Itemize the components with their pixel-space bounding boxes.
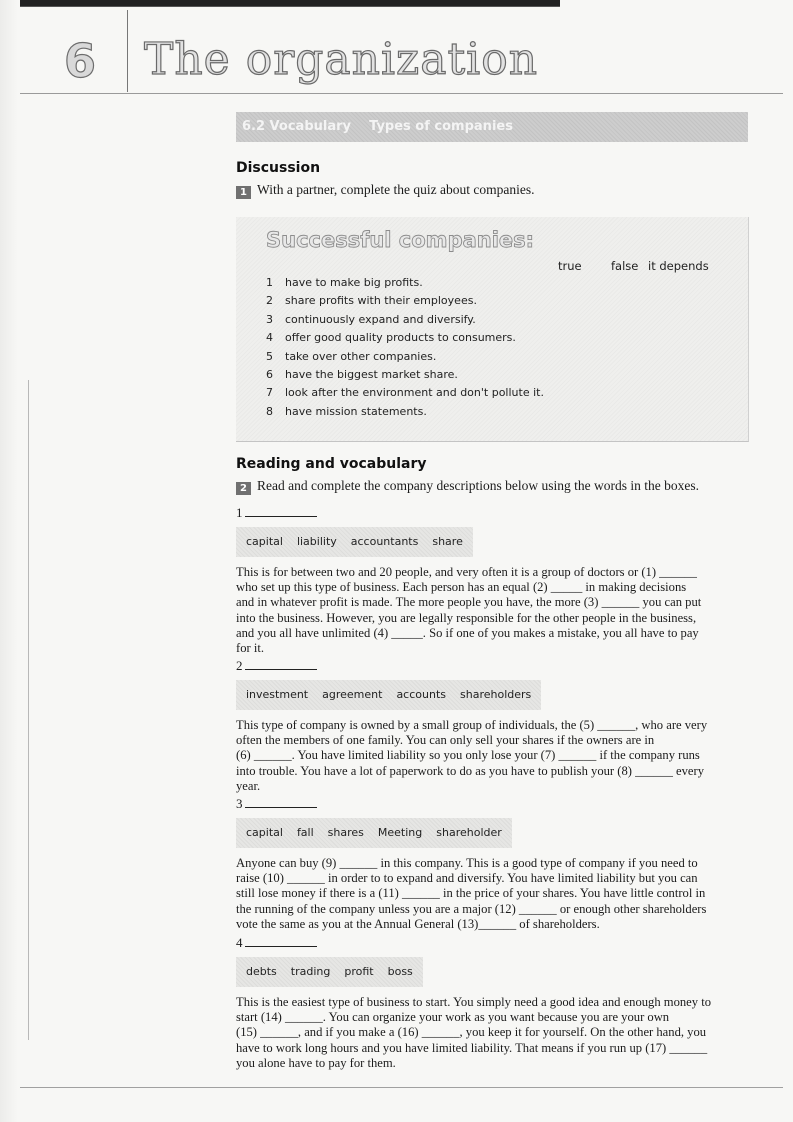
word-box-item: agreement <box>322 688 383 701</box>
header-bottom-rule <box>20 93 783 94</box>
footer-rule <box>20 1087 783 1088</box>
quiz-column-true: true <box>558 259 582 273</box>
word-box-item: shareholder <box>436 826 502 839</box>
quiz-item-text: take over other companies. <box>285 349 437 363</box>
discussion-instruction-text: With a partner, complete the quiz about companies. <box>257 182 535 197</box>
binding-line <box>28 380 29 1040</box>
header-top-rule-thin <box>20 6 560 7</box>
page-edge-shadow <box>0 0 18 1122</box>
quiz-item <box>266 386 544 404</box>
quiz-item-text: have to make big profits. <box>285 276 423 289</box>
text-line: This is for between two and 20 people, and very often it is a group of doctors or (1) ______ <box>236 565 697 579</box>
discussion-instruction <box>236 182 534 199</box>
text-line: into the business. However, you are legally responsible for the other people in the business, <box>236 610 697 625</box>
quiz-item <box>266 313 544 331</box>
text-line: have to work long hours and you have limited liability. That means if you run up (17) ______ <box>236 1040 708 1055</box>
text-line: for it. <box>236 641 264 656</box>
discussion-heading: Discussion <box>236 160 321 176</box>
quiz-item-text: have the biggest market share. <box>285 367 458 381</box>
company-type-blank[interactable] <box>245 659 317 670</box>
text-line: year. <box>236 778 261 793</box>
word-box-item: capital <box>246 826 283 839</box>
text-line: you alone have to pay for them. <box>236 1055 396 1070</box>
description-2-number <box>236 658 317 674</box>
text-line: who set up this type of business. Each person has an equal (2) _____ in making decisions <box>236 580 687 595</box>
word-box-item: accountants <box>350 535 419 548</box>
quiz-item-text: share profits with their employees. <box>285 294 477 308</box>
text-line: the running of the company unless you are a major (12) ______ or enough other shareholders <box>236 901 707 916</box>
text-line: Anyone can buy (9) ______ in this company. This is a good type of company if you need to <box>236 856 698 870</box>
text-line: This is the easiest type of business to start. You simply need a good idea and enough money to <box>236 995 712 1009</box>
section-banner-text <box>242 119 513 134</box>
quiz-item <box>266 331 544 349</box>
quiz-item-number: 4 <box>266 331 273 345</box>
reading-instruction-text: Read and complete the company descriptions below using the words in the boxes. <box>257 478 700 493</box>
text-line: start (14) ______. You can organize your work as you want because you are your own <box>236 1010 670 1025</box>
description-2-text <box>236 718 748 794</box>
quiz-item <box>266 294 544 312</box>
word-box-item: debts <box>246 965 277 978</box>
quiz-item-number: 5 <box>266 349 273 363</box>
text-line: vote the same as you at the Annual General (13)______ of shareholders. <box>236 916 600 931</box>
word-box-item: liability <box>296 535 337 548</box>
text-line: raise (10) ______ in order to to expand and diversify. You have limited liability but you can <box>236 871 698 886</box>
description-1-number <box>236 505 317 521</box>
company-type-blank[interactable] <box>245 797 317 808</box>
quiz-item-text: continuously expand and diversify. <box>285 312 476 326</box>
word-box-item: boss <box>387 965 413 978</box>
description-number: 1 <box>236 505 243 520</box>
quiz-item-number: 3 <box>266 312 273 326</box>
description-4-text <box>236 995 748 1071</box>
section-separator <box>356 119 365 134</box>
quiz-title: Successful companies: <box>266 228 535 252</box>
word-box-item: trading <box>290 965 331 978</box>
quiz-item-number: 1 <box>266 276 273 289</box>
quiz-column-it-depends: it depends <box>648 259 709 273</box>
quiz-item-number: 8 <box>266 404 273 418</box>
chapter-divider <box>127 10 128 92</box>
chapter-number: 6 <box>64 34 97 88</box>
word-box-3 <box>236 818 512 848</box>
description-4-number <box>236 935 317 951</box>
company-type-blank[interactable] <box>245 506 317 517</box>
quiz-item-text: have mission statements. <box>285 404 427 418</box>
section-code: 6.2 Vocabulary <box>242 119 351 134</box>
text-line: and you all have unlimited (4) _____. So if one of you makes a mistake, you all have to pay <box>236 625 699 640</box>
description-number: 4 <box>236 935 243 950</box>
exercise-number-badge: 1 <box>236 186 251 199</box>
word-box-item: investment <box>246 688 309 701</box>
word-box-item: accounts <box>396 688 446 701</box>
word-box-item: capital <box>246 535 283 548</box>
text-line: (6) ______. You have limited liability so you only lose your (7) ______ if the company runs <box>236 748 700 763</box>
quiz-item-number: 2 <box>266 294 273 308</box>
description-number: 2 <box>236 658 243 673</box>
quiz-item-number: 7 <box>266 386 273 400</box>
quiz-item-text: look after the environment and don't pollute it. <box>285 386 544 400</box>
text-line: and in whatever profit is made. The more people you have, the more (3) ______ you can put <box>236 595 702 610</box>
exercise-number-badge: 2 <box>236 482 251 495</box>
quiz-column-false: false <box>611 259 639 273</box>
reading-instruction <box>236 478 699 495</box>
quiz-item <box>266 405 544 423</box>
word-box-1 <box>236 527 473 557</box>
word-box-item: share <box>432 535 463 548</box>
word-box-item: Meeting <box>377 826 423 839</box>
text-line: (15) ______, and if you make a (16) ______, you keep it for yourself. On the other hand, you <box>236 1025 707 1040</box>
word-box-4 <box>236 957 423 987</box>
quiz-list <box>266 276 544 423</box>
description-3-number <box>236 796 317 812</box>
quiz-item-number: 6 <box>266 367 273 381</box>
quiz-item-text: offer good quality products to consumers. <box>285 331 516 345</box>
section-title: Types of companies <box>369 119 513 134</box>
word-box-item: shares <box>327 826 364 839</box>
company-type-blank[interactable] <box>245 936 317 947</box>
text-line: often the members of one family. You can only sell your shares if the owners are in <box>236 733 655 748</box>
description-1-text <box>236 565 748 656</box>
quiz-item <box>266 276 544 294</box>
quiz-item <box>266 368 544 386</box>
description-3-text <box>236 856 748 932</box>
description-number: 3 <box>236 796 243 811</box>
text-line: This type of company is owned by a small group of individuals, the (5) ______, who are very <box>236 718 708 732</box>
reading-heading: Reading and vocabulary <box>236 456 427 472</box>
word-box-item: shareholders <box>460 688 532 701</box>
quiz-item <box>266 350 544 368</box>
chapter-title: The organization <box>144 34 539 85</box>
text-line: still lose money if there is a (11) ______ in the price of your shares. You have little control in <box>236 886 706 901</box>
text-line: into trouble. You have a lot of paperwork to do as you have to publish your (8) ______ every <box>236 763 704 778</box>
word-box-2 <box>236 680 541 710</box>
word-box-item: profit <box>344 965 374 978</box>
word-box-item: fall <box>296 826 314 839</box>
